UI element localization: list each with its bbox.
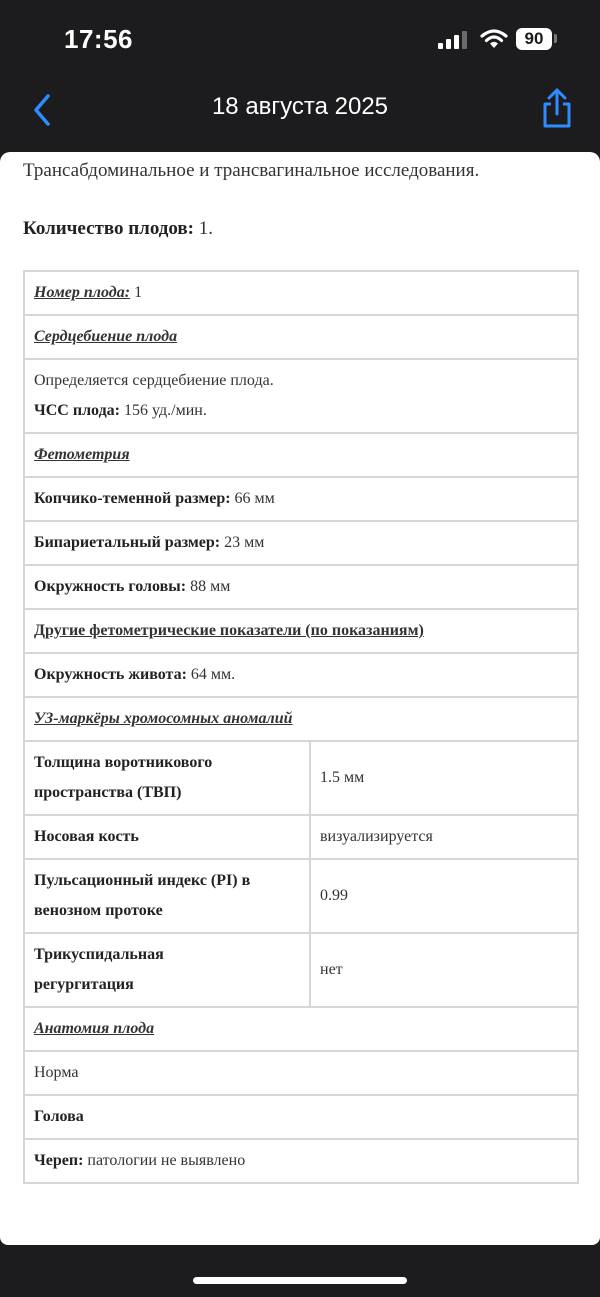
table-row xyxy=(24,271,578,315)
markers-section-title: УЗ-маркёры хромосомных аномалий xyxy=(34,710,293,727)
marker-value: визуализируется xyxy=(310,815,578,859)
heart-rate-label: ЧСС плода: xyxy=(34,402,121,419)
marker-label: Пульсационный индекс (PI) в венозном протоке xyxy=(34,872,251,919)
home-indicator[interactable] xyxy=(193,1277,407,1284)
other-fetometry-section-title: Другие фетометрические показатели (по показаниям) xyxy=(34,622,424,639)
table-row xyxy=(24,859,578,933)
hc-value: 88 мм xyxy=(186,578,231,595)
skull-label: Череп: xyxy=(34,1152,84,1169)
crl-value: 66 мм xyxy=(230,490,275,507)
crl-label: Копчико-теменной размер: xyxy=(34,490,231,507)
table-row xyxy=(24,1095,578,1139)
anatomy-section-title: Анатомия плода xyxy=(34,1020,155,1037)
table-row xyxy=(24,741,578,815)
table-row xyxy=(24,565,578,609)
table-row xyxy=(24,1007,578,1051)
battery-tip xyxy=(554,34,557,43)
fetus-count xyxy=(23,218,213,240)
fetus-number-label: Номер плода: xyxy=(34,284,131,301)
wifi-icon xyxy=(480,28,508,50)
status-bar xyxy=(0,0,600,80)
study-type-text: Трансабдоминальное и трансвагинальное исследования. xyxy=(23,160,480,181)
heartbeat-section-title: Сердцебиение плода xyxy=(34,328,178,345)
page-title: 18 августа 2025 xyxy=(211,93,389,120)
heart-rate xyxy=(34,396,568,426)
table-row xyxy=(24,697,578,741)
table-row xyxy=(24,477,578,521)
marker-value: 1.5 мм xyxy=(310,741,578,815)
table-row xyxy=(24,609,578,653)
hc-label: Окружность головы: xyxy=(34,578,187,595)
head-subsection-title: Голова xyxy=(34,1108,84,1125)
report-table xyxy=(23,270,579,1184)
marker-label: Трикуспидальная регургитация xyxy=(34,946,164,993)
ac-label: Окружность живота: xyxy=(34,666,187,683)
cellular-signal-icon xyxy=(438,31,468,49)
status-time: 17:56 xyxy=(64,24,133,54)
marker-value: 0.99 xyxy=(310,859,578,933)
heart-rate-value: 156 уд./мин. xyxy=(120,402,207,419)
report-sheet[interactable] xyxy=(0,152,600,1245)
heartbeat-text: Определяется сердцебиение плода. xyxy=(34,372,274,389)
table-row xyxy=(24,315,578,359)
bpd-value: 23 мм xyxy=(220,534,265,551)
fetometry-section-title: Фетометрия xyxy=(34,446,130,463)
table-row xyxy=(24,433,578,477)
anatomy-text: Норма xyxy=(24,1051,578,1095)
battery-icon: 90 xyxy=(516,28,552,50)
table-row xyxy=(24,933,578,1007)
table-row xyxy=(24,653,578,697)
skull-value: патологии не выявлено xyxy=(83,1152,246,1169)
bpd-label: Бипариетальный размер: xyxy=(34,534,221,551)
marker-label: Толщина воротникового пространства (ТВП) xyxy=(34,754,213,801)
ac-value: 64 мм. xyxy=(186,666,236,683)
marker-label: Носовая кость xyxy=(34,828,139,845)
table-row xyxy=(24,815,578,859)
table-row xyxy=(24,359,578,433)
table-row xyxy=(24,1139,578,1183)
fetus-count-label: Количество плодов: xyxy=(23,218,194,239)
table-row xyxy=(24,1051,578,1095)
fetus-count-value: 1. xyxy=(194,218,213,239)
table-row xyxy=(24,521,578,565)
fetus-number-value: 1 xyxy=(130,284,143,301)
navigation-bar xyxy=(0,80,600,150)
share-icon[interactable] xyxy=(540,86,574,130)
marker-value: нет xyxy=(310,933,578,1007)
